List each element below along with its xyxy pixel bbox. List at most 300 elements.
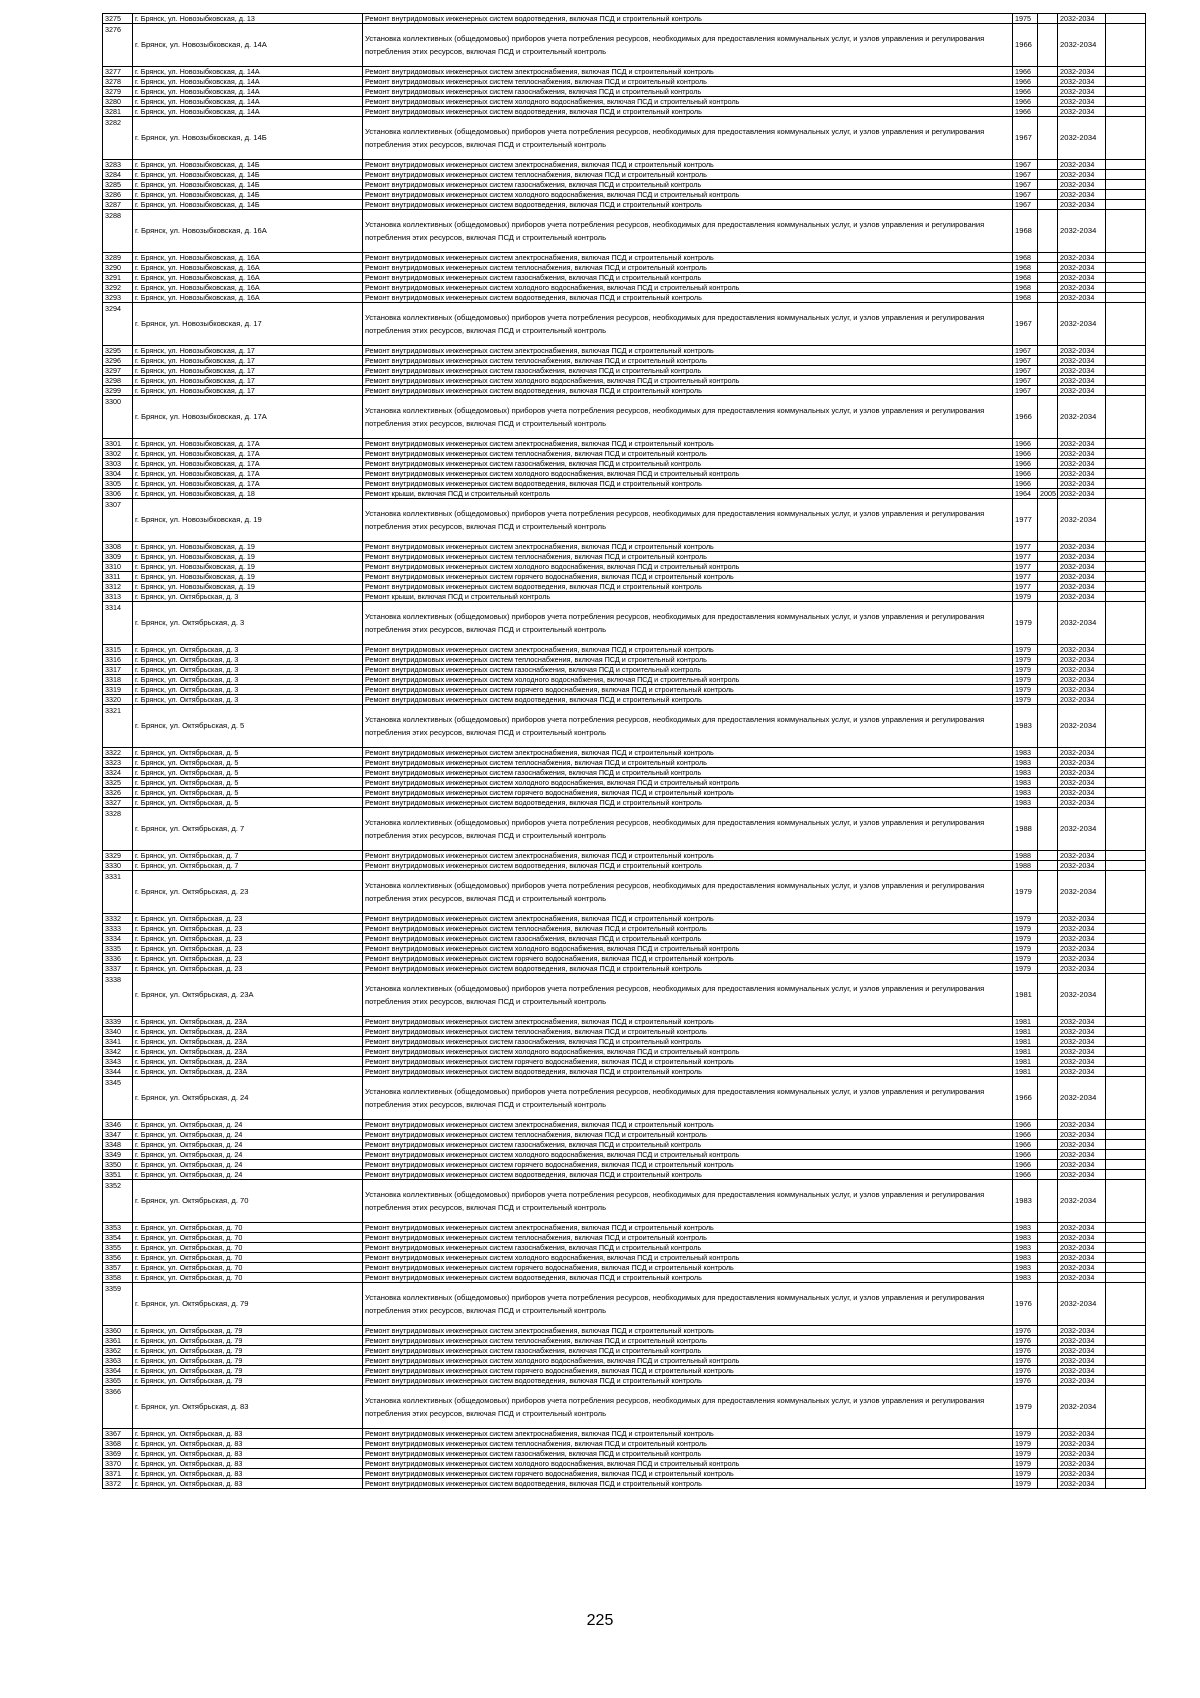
empty-cell (1106, 1130, 1146, 1140)
row-number: 3366 (103, 1386, 133, 1429)
address-cell: г. Брянск, ул. Октябрьская, д. 83 (133, 1479, 363, 1489)
row-number: 3344 (103, 1067, 133, 1077)
table-row (103, 1479, 1146, 1489)
row-number: 3367 (103, 1429, 133, 1439)
row-number: 3316 (103, 655, 133, 665)
empty-cell (1106, 107, 1146, 117)
planned-period-cell: 2032-2034 (1058, 1077, 1106, 1120)
work-type-cell: Ремонт внутридомовых инженерных систем холодного водоснабжения, включая ПСД и строительный контроль (363, 1356, 1013, 1366)
work-type-cell: Ремонт внутридомовых инженерных систем теплоснабжения, включая ПСД и строительный контроль (363, 1130, 1013, 1140)
work-type-cell: Ремонт крыши, включая ПСД и строительный контроль (363, 489, 1013, 499)
planned-period-cell: 2032-2034 (1058, 645, 1106, 655)
address-cell: г. Брянск, ул. Октябрьская, д. 23А (133, 1017, 363, 1027)
last-repair-year-cell (1038, 366, 1058, 376)
planned-period-cell: 2032-2034 (1058, 914, 1106, 924)
build-year-cell: 1983 (1013, 1243, 1038, 1253)
table-row (103, 200, 1146, 210)
last-repair-year-cell (1038, 439, 1058, 449)
row-number: 3364 (103, 1366, 133, 1376)
work-type-cell: Ремонт внутридомовых инженерных систем теплоснабжения, включая ПСД и строительный контроль (363, 655, 1013, 665)
row-number: 3323 (103, 758, 133, 768)
build-year-cell: 1983 (1013, 788, 1038, 798)
planned-period-cell: 2032-2034 (1058, 1263, 1106, 1273)
planned-period-cell: 2032-2034 (1058, 376, 1106, 386)
address-cell: г. Брянск, ул. Октябрьская, д. 23 (133, 871, 363, 914)
empty-cell (1106, 778, 1146, 788)
table-row (103, 160, 1146, 170)
row-number: 3341 (103, 1037, 133, 1047)
empty-cell (1106, 924, 1146, 934)
last-repair-year-cell (1038, 1077, 1058, 1120)
address-cell: г. Брянск, ул. Октябрьская, д. 7 (133, 808, 363, 851)
table-row (103, 1233, 1146, 1243)
build-year-cell: 1983 (1013, 748, 1038, 758)
build-year-cell: 1983 (1013, 1263, 1038, 1273)
build-year-cell: 1976 (1013, 1346, 1038, 1356)
empty-cell (1106, 1180, 1146, 1223)
empty-cell (1106, 808, 1146, 851)
table-row (103, 964, 1146, 974)
address-cell: г. Брянск, ул. Октябрьская, д. 70 (133, 1223, 363, 1233)
row-number: 3339 (103, 1017, 133, 1027)
work-type-cell: Ремонт внутридомовых инженерных систем теплоснабжения, включая ПСД и строительный контроль (363, 1233, 1013, 1243)
build-year-cell: 1967 (1013, 366, 1038, 376)
planned-period-cell: 2032-2034 (1058, 117, 1106, 160)
last-repair-year-cell (1038, 788, 1058, 798)
row-number: 3315 (103, 645, 133, 655)
address-cell: г. Брянск, ул. Октябрьская, д. 23 (133, 924, 363, 934)
empty-cell (1106, 97, 1146, 107)
last-repair-year-cell (1038, 386, 1058, 396)
address-cell: г. Брянск, ул. Новозыбковская, д. 16А (133, 210, 363, 253)
row-number: 3300 (103, 396, 133, 439)
empty-cell (1106, 871, 1146, 914)
work-type-cell: Ремонт внутридомовых инженерных систем водоотведения, включая ПСД и строительный контроль (363, 861, 1013, 871)
row-number: 3281 (103, 107, 133, 117)
planned-period-cell: 2032-2034 (1058, 974, 1106, 1017)
last-repair-year-cell (1038, 190, 1058, 200)
work-type-cell: Ремонт внутридомовых инженерных систем холодного водоснабжения, включая ПСД и строительный контроль (363, 376, 1013, 386)
last-repair-year-cell (1038, 200, 1058, 210)
last-repair-year-cell (1038, 582, 1058, 592)
last-repair-year-cell (1038, 1479, 1058, 1489)
address-cell: г. Брянск, ул. Новозыбковская, д. 17А (133, 479, 363, 489)
address-cell: г. Брянск, ул. Октябрьская, д. 5 (133, 705, 363, 748)
build-year-cell: 1967 (1013, 170, 1038, 180)
build-year-cell: 1979 (1013, 592, 1038, 602)
build-year-cell: 1966 (1013, 77, 1038, 87)
empty-cell (1106, 1336, 1146, 1346)
row-number: 3314 (103, 602, 133, 645)
last-repair-year-cell (1038, 263, 1058, 273)
address-cell: г. Брянск, ул. Новозыбковская, д. 14Б (133, 180, 363, 190)
row-number: 3297 (103, 366, 133, 376)
table-row (103, 1356, 1146, 1366)
empty-cell (1106, 376, 1146, 386)
work-type-cell: Ремонт внутридомовых инженерных систем горячего водоснабжения, включая ПСД и строительный контроль (363, 685, 1013, 695)
planned-period-cell: 2032-2034 (1058, 160, 1106, 170)
document-page (102, 13, 1145, 1489)
address-cell: г. Брянск, ул. Новозыбковская, д. 14Б (133, 117, 363, 160)
planned-period-cell: 2032-2034 (1058, 1429, 1106, 1439)
row-number: 3285 (103, 180, 133, 190)
address-cell: г. Брянск, ул. Октябрьская, д. 79 (133, 1283, 363, 1326)
work-type-cell: Ремонт внутридомовых инженерных систем теплоснабжения, включая ПСД и строительный контроль (363, 1336, 1013, 1346)
empty-cell (1106, 861, 1146, 871)
last-repair-year-cell (1038, 356, 1058, 366)
planned-period-cell: 2032-2034 (1058, 97, 1106, 107)
row-number: 3277 (103, 67, 133, 77)
row-number: 3369 (103, 1449, 133, 1459)
row-number: 3340 (103, 1027, 133, 1037)
row-number: 3356 (103, 1253, 133, 1263)
empty-cell (1106, 1233, 1146, 1243)
planned-period-cell: 2032-2034 (1058, 489, 1106, 499)
address-cell: г. Брянск, ул. Новозыбковская, д. 14Б (133, 190, 363, 200)
build-year-cell: 1979 (1013, 914, 1038, 924)
empty-cell (1106, 190, 1146, 200)
last-repair-year-cell (1038, 665, 1058, 675)
row-number: 3308 (103, 542, 133, 552)
last-repair-year-cell (1038, 1386, 1058, 1429)
row-number: 3331 (103, 871, 133, 914)
row-number: 3320 (103, 695, 133, 705)
address-cell: г. Брянск, ул. Октябрьская, д. 3 (133, 685, 363, 695)
build-year-cell: 1976 (1013, 1326, 1038, 1336)
table-row (103, 1243, 1146, 1253)
last-repair-year-cell (1038, 293, 1058, 303)
last-repair-year-cell (1038, 748, 1058, 758)
planned-period-cell: 2032-2034 (1058, 24, 1106, 67)
empty-cell (1106, 273, 1146, 283)
last-repair-year-cell (1038, 67, 1058, 77)
last-repair-year-cell (1038, 1223, 1058, 1233)
address-cell: г. Брянск, ул. Октябрьская, д. 23 (133, 934, 363, 944)
address-cell: г. Брянск, ул. Октябрьская, д. 5 (133, 788, 363, 798)
last-repair-year-cell (1038, 1356, 1058, 1366)
work-type-cell: Ремонт внутридомовых инженерных систем газоснабжения, включая ПСД и строительный контроль (363, 1449, 1013, 1459)
planned-period-cell: 2032-2034 (1058, 1459, 1106, 1469)
row-number: 3321 (103, 705, 133, 748)
table-row (103, 1283, 1146, 1326)
planned-period-cell: 2032-2034 (1058, 303, 1106, 346)
table-row (103, 851, 1146, 861)
planned-period-cell: 2032-2034 (1058, 283, 1106, 293)
build-year-cell: 1967 (1013, 160, 1038, 170)
address-cell: г. Брянск, ул. Октябрьская, д. 23А (133, 1047, 363, 1057)
planned-period-cell: 2032-2034 (1058, 1037, 1106, 1047)
empty-cell (1106, 1027, 1146, 1037)
table-row (103, 190, 1146, 200)
table-row (103, 1273, 1146, 1283)
work-type-cell: Ремонт внутридомовых инженерных систем горячего водоснабжения, включая ПСД и строительный контроль (363, 1057, 1013, 1067)
empty-cell (1106, 934, 1146, 944)
planned-period-cell: 2032-2034 (1058, 293, 1106, 303)
build-year-cell: 1968 (1013, 253, 1038, 263)
build-year-cell: 1966 (1013, 1077, 1038, 1120)
build-year-cell: 1967 (1013, 200, 1038, 210)
row-number: 3371 (103, 1469, 133, 1479)
work-type-cell: Ремонт внутридомовых инженерных систем горячего водоснабжения, включая ПСД и строительный контроль (363, 1160, 1013, 1170)
build-year-cell: 1979 (1013, 1439, 1038, 1449)
address-cell: г. Брянск, ул. Новозыбковская, д. 14Б (133, 200, 363, 210)
planned-period-cell: 2032-2034 (1058, 1376, 1106, 1386)
build-year-cell: 1979 (1013, 685, 1038, 695)
address-cell: г. Брянск, ул. Новозыбковская, д. 14Б (133, 170, 363, 180)
build-year-cell: 1966 (1013, 1120, 1038, 1130)
last-repair-year-cell (1038, 117, 1058, 160)
empty-cell (1106, 1449, 1146, 1459)
empty-cell (1106, 67, 1146, 77)
row-number: 3292 (103, 283, 133, 293)
table-row (103, 303, 1146, 346)
build-year-cell: 1983 (1013, 1223, 1038, 1233)
row-number: 3296 (103, 356, 133, 366)
last-repair-year-cell (1038, 107, 1058, 117)
row-number: 3329 (103, 851, 133, 861)
row-number: 3342 (103, 1047, 133, 1057)
work-type-cell: Ремонт внутридомовых инженерных систем холодного водоснабжения, включая ПСД и строительный контроль (363, 1459, 1013, 1469)
build-year-cell: 1976 (1013, 1336, 1038, 1346)
address-cell: г. Брянск, ул. Октябрьская, д. 3 (133, 695, 363, 705)
last-repair-year-cell (1038, 1243, 1058, 1253)
last-repair-year-cell (1038, 974, 1058, 1017)
build-year-cell: 1981 (1013, 1017, 1038, 1027)
work-type-cell: Ремонт внутридомовых инженерных систем теплоснабжения, включая ПСД и строительный контроль (363, 1027, 1013, 1037)
planned-period-cell: 2032-2034 (1058, 592, 1106, 602)
planned-period-cell: 2032-2034 (1058, 808, 1106, 851)
last-repair-year-cell (1038, 592, 1058, 602)
empty-cell (1106, 1283, 1146, 1326)
empty-cell (1106, 1047, 1146, 1057)
last-repair-year-cell (1038, 459, 1058, 469)
build-year-cell: 1983 (1013, 705, 1038, 748)
row-number: 3301 (103, 439, 133, 449)
work-type-cell: Ремонт внутридомовых инженерных систем холодного водоснабжения, включая ПСД и строительный контроль (363, 97, 1013, 107)
empty-cell (1106, 1243, 1146, 1253)
work-type-cell: Ремонт внутридомовых инженерных систем холодного водоснабжения, включая ПСД и строительный контроль (363, 675, 1013, 685)
address-cell: г. Брянск, ул. Октябрьская, д. 3 (133, 645, 363, 655)
empty-cell (1106, 974, 1146, 1017)
work-type-cell: Ремонт внутридомовых инженерных систем водоотведения, включая ПСД и строительный контроль (363, 582, 1013, 592)
address-cell: г. Брянск, ул. Новозыбковская, д. 14А (133, 67, 363, 77)
planned-period-cell: 2032-2034 (1058, 954, 1106, 964)
address-cell: г. Брянск, ул. Новозыбковская, д. 17А (133, 396, 363, 439)
build-year-cell: 1967 (1013, 376, 1038, 386)
empty-cell (1106, 1356, 1146, 1366)
last-repair-year-cell (1038, 871, 1058, 914)
row-number: 3354 (103, 1233, 133, 1243)
build-year-cell: 1983 (1013, 1253, 1038, 1263)
table-row (103, 944, 1146, 954)
address-cell: г. Брянск, ул. Новозыбковская, д. 19 (133, 572, 363, 582)
address-cell: г. Брянск, ул. Октябрьская, д. 23А (133, 1067, 363, 1077)
last-repair-year-cell (1038, 645, 1058, 655)
empty-cell (1106, 645, 1146, 655)
address-cell: г. Брянск, ул. Новозыбковская, д. 13 (133, 14, 363, 24)
empty-cell (1106, 14, 1146, 24)
row-number: 3349 (103, 1150, 133, 1160)
row-number: 3368 (103, 1439, 133, 1449)
empty-cell (1106, 160, 1146, 170)
planned-period-cell: 2032-2034 (1058, 758, 1106, 768)
build-year-cell: 1983 (1013, 798, 1038, 808)
empty-cell (1106, 1057, 1146, 1067)
build-year-cell: 1977 (1013, 572, 1038, 582)
table-row (103, 1326, 1146, 1336)
planned-period-cell: 2032-2034 (1058, 190, 1106, 200)
row-number: 3282 (103, 117, 133, 160)
address-cell: г. Брянск, ул. Октябрьская, д. 83 (133, 1449, 363, 1459)
table-row (103, 499, 1146, 542)
build-year-cell: 1976 (1013, 1356, 1038, 1366)
table-row (103, 1150, 1146, 1160)
address-cell: г. Брянск, ул. Октябрьская, д. 7 (133, 851, 363, 861)
planned-period-cell: 2032-2034 (1058, 871, 1106, 914)
address-cell: г. Брянск, ул. Октябрьская, д. 23 (133, 944, 363, 954)
last-repair-year-cell (1038, 273, 1058, 283)
row-number: 3347 (103, 1130, 133, 1140)
row-number: 3359 (103, 1283, 133, 1326)
empty-cell (1106, 1479, 1146, 1489)
table-row (103, 107, 1146, 117)
build-year-cell: 1964 (1013, 489, 1038, 499)
last-repair-year-cell (1038, 924, 1058, 934)
empty-cell (1106, 1120, 1146, 1130)
work-type-cell: Ремонт внутридомовых инженерных систем холодного водоснабжения, включая ПСД и строительный контроль (363, 944, 1013, 954)
empty-cell (1106, 592, 1146, 602)
empty-cell (1106, 552, 1146, 562)
work-type-cell: Ремонт внутридомовых инженерных систем газоснабжения, включая ПСД и строительный контроль (363, 180, 1013, 190)
last-repair-year-cell (1038, 562, 1058, 572)
row-number: 3303 (103, 459, 133, 469)
planned-period-cell: 2032-2034 (1058, 1140, 1106, 1150)
build-year-cell: 1981 (1013, 1067, 1038, 1077)
row-number: 3306 (103, 489, 133, 499)
planned-period-cell: 2032-2034 (1058, 210, 1106, 253)
work-type-cell: Ремонт внутридомовых инженерных систем газоснабжения, включая ПСД и строительный контроль (363, 665, 1013, 675)
work-type-cell: Установка коллективных (общедомовых) приборов учета потребления ресурсов, необходимых для предоставления коммунальных услуг, и узлов управления и регулирования потребления этих ресурсов, включая ПСД и строительный контроль (363, 396, 1013, 439)
work-type-cell: Установка коллективных (общедомовых) приборов учета потребления ресурсов, необходимых для предоставления коммунальных услуг, и узлов управления и регулирования потребления этих ресурсов, включая ПСД и строительный контроль (363, 1077, 1013, 1120)
build-year-cell: 1967 (1013, 386, 1038, 396)
last-repair-year-cell (1038, 1346, 1058, 1356)
row-number: 3307 (103, 499, 133, 542)
table-row (103, 1449, 1146, 1459)
row-number: 3365 (103, 1376, 133, 1386)
planned-period-cell: 2032-2034 (1058, 253, 1106, 263)
last-repair-year-cell (1038, 542, 1058, 552)
table-row (103, 954, 1146, 964)
build-year-cell: 1981 (1013, 974, 1038, 1017)
build-year-cell: 1983 (1013, 768, 1038, 778)
empty-cell (1106, 469, 1146, 479)
empty-cell (1106, 293, 1146, 303)
empty-cell (1106, 851, 1146, 861)
table-row (103, 459, 1146, 469)
table-row (103, 210, 1146, 253)
row-number: 3350 (103, 1160, 133, 1170)
empty-cell (1106, 758, 1146, 768)
last-repair-year-cell (1038, 1439, 1058, 1449)
last-repair-year-cell (1038, 180, 1058, 190)
build-year-cell: 1981 (1013, 1047, 1038, 1057)
table-row (103, 552, 1146, 562)
table-row (103, 1130, 1146, 1140)
address-cell: г. Брянск, ул. Октябрьская, д. 79 (133, 1336, 363, 1346)
work-type-cell: Ремонт внутридомовых инженерных систем электроснабжения, включая ПСД и строительный контроль (363, 1017, 1013, 1027)
empty-cell (1106, 954, 1146, 964)
table-row (103, 1253, 1146, 1263)
planned-period-cell: 2032-2034 (1058, 552, 1106, 562)
planned-period-cell: 2032-2034 (1058, 1326, 1106, 1336)
address-cell: г. Брянск, ул. Октябрьская, д. 24 (133, 1170, 363, 1180)
row-number: 3358 (103, 1273, 133, 1283)
table-row (103, 572, 1146, 582)
table-row (103, 97, 1146, 107)
planned-period-cell: 2032-2034 (1058, 449, 1106, 459)
build-year-cell: 1979 (1013, 1469, 1038, 1479)
table-row (103, 685, 1146, 695)
address-cell: г. Брянск, ул. Октябрьская, д. 24 (133, 1130, 363, 1140)
table-row (103, 77, 1146, 87)
last-repair-year-cell (1038, 964, 1058, 974)
build-year-cell: 1966 (1013, 1170, 1038, 1180)
row-number: 3330 (103, 861, 133, 871)
build-year-cell: 1979 (1013, 964, 1038, 974)
address-cell: г. Брянск, ул. Новозыбковская, д. 16А (133, 263, 363, 273)
build-year-cell: 1981 (1013, 1027, 1038, 1037)
planned-period-cell: 2032-2034 (1058, 602, 1106, 645)
table-row (103, 1047, 1146, 1057)
row-number: 3276 (103, 24, 133, 67)
row-number: 3337 (103, 964, 133, 974)
address-cell: г. Брянск, ул. Октябрьская, д. 83 (133, 1439, 363, 1449)
build-year-cell: 1979 (1013, 665, 1038, 675)
empty-cell (1106, 366, 1146, 376)
address-cell: г. Брянск, ул. Октябрьская, д. 3 (133, 675, 363, 685)
work-type-cell: Ремонт внутридомовых инженерных систем холодного водоснабжения, включая ПСД и строительный контроль (363, 283, 1013, 293)
build-year-cell: 1966 (1013, 449, 1038, 459)
empty-cell (1106, 439, 1146, 449)
address-cell: г. Брянск, ул. Октябрьская, д. 79 (133, 1356, 363, 1366)
planned-period-cell: 2032-2034 (1058, 934, 1106, 944)
empty-cell (1106, 210, 1146, 253)
build-year-cell: 1979 (1013, 675, 1038, 685)
work-type-cell: Ремонт внутридомовых инженерных систем водоотведения, включая ПСД и строительный контроль (363, 798, 1013, 808)
address-cell: г. Брянск, ул. Октябрьская, д. 5 (133, 768, 363, 778)
build-year-cell: 1979 (1013, 645, 1038, 655)
table-row (103, 273, 1146, 283)
work-type-cell: Установка коллективных (общедомовых) приборов учета потребления ресурсов, необходимых для предоставления коммунальных услуг, и узлов управления и регулирования потребления этих ресурсов, включая ПСД и строительный контроль (363, 24, 1013, 67)
empty-cell (1106, 479, 1146, 489)
address-cell: г. Брянск, ул. Новозыбковская, д. 17А (133, 449, 363, 459)
table-row (103, 293, 1146, 303)
row-number: 3363 (103, 1356, 133, 1366)
work-type-cell: Установка коллективных (общедомовых) приборов учета потребления ресурсов, необходимых для предоставления коммунальных услуг, и узлов управления и регулирования потребления этих ресурсов, включая ПСД и строительный контроль (363, 974, 1013, 1017)
build-year-cell: 1967 (1013, 117, 1038, 160)
row-number: 3326 (103, 788, 133, 798)
last-repair-year-cell (1038, 1469, 1058, 1479)
address-cell: г. Брянск, ул. Октябрьская, д. 24 (133, 1120, 363, 1130)
table-row (103, 1376, 1146, 1386)
planned-period-cell: 2032-2034 (1058, 1283, 1106, 1326)
row-number: 3310 (103, 562, 133, 572)
address-cell: г. Брянск, ул. Новозыбковская, д. 17 (133, 356, 363, 366)
empty-cell (1106, 200, 1146, 210)
row-number: 3332 (103, 914, 133, 924)
last-repair-year-cell (1038, 778, 1058, 788)
work-type-cell: Ремонт внутридомовых инженерных систем горячего водоснабжения, включая ПСД и строительный контроль (363, 1263, 1013, 1273)
